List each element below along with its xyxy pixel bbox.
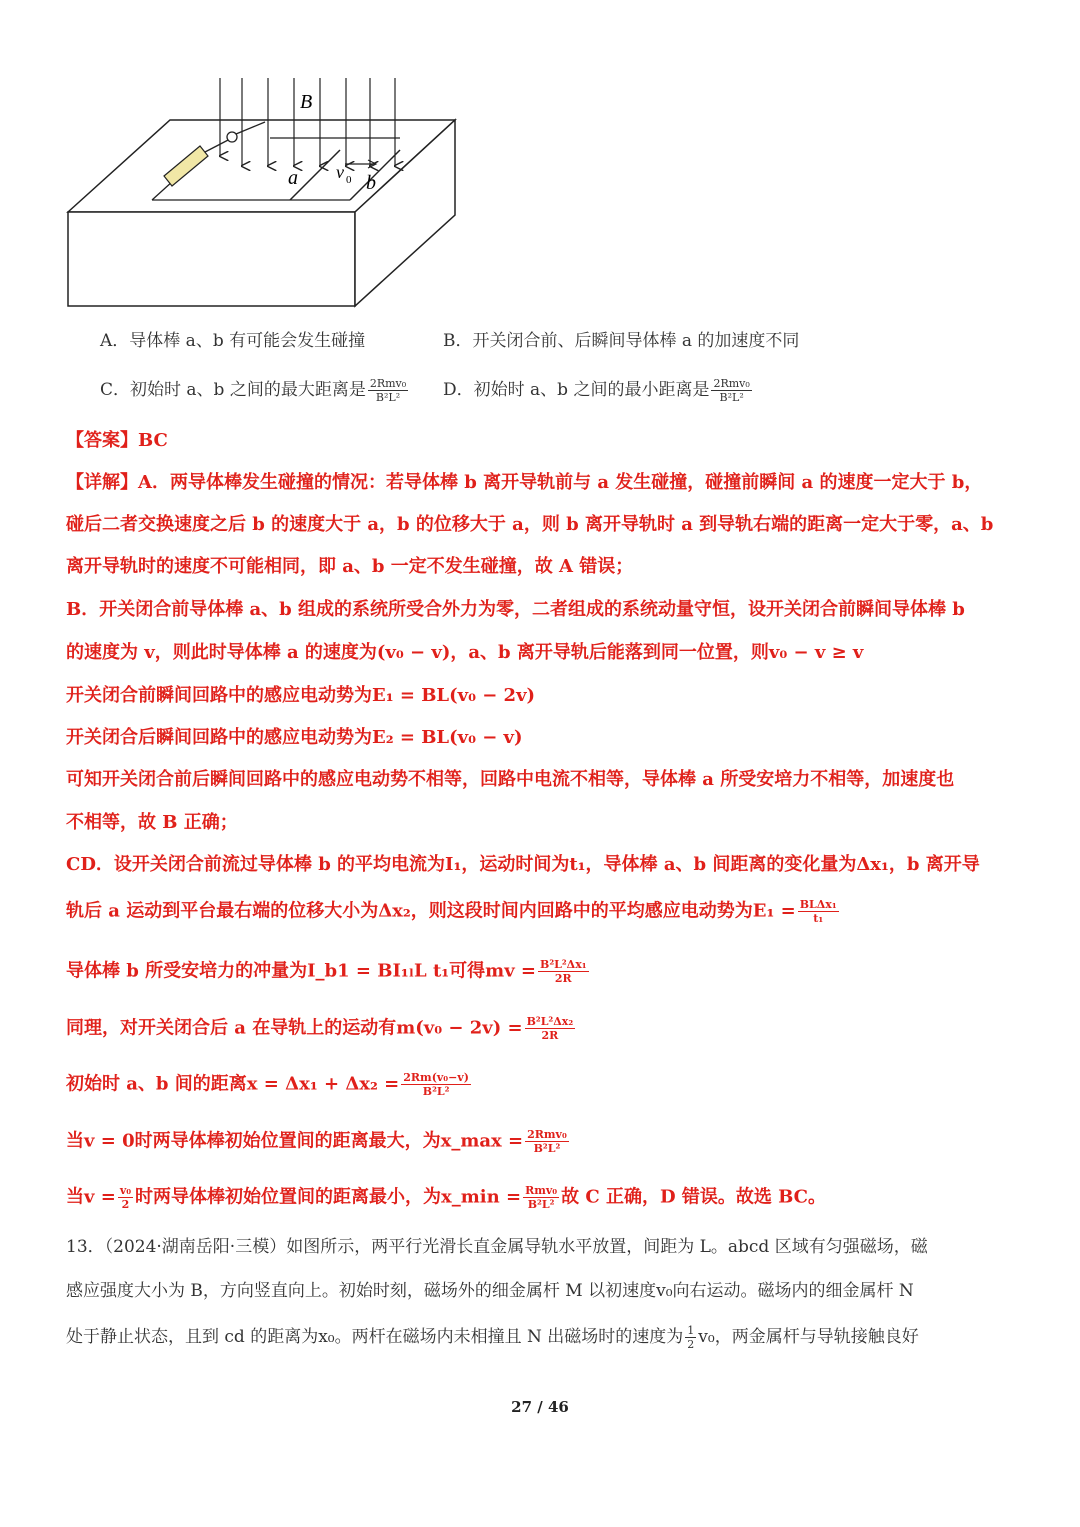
label-B: B [300, 91, 313, 113]
detail-line: 初始时 a、b 间的距离x = Δx₁ + Δx₂ = $\frac{\text{2Rm(v₀−v)}}{\text{B²L²}}$ [66, 1071, 469, 1098]
option-a: A．导体棒 a、b 有可能会发生碰撞 [100, 331, 366, 351]
label-a: a [288, 167, 298, 189]
q13-line: 13．（2024·湖南岳阳·三模）如图所示，两平行光滑长直金属导轨水平放置，间距为 L。abcd 区域有匀强磁场，磁 [66, 1237, 928, 1257]
detail-line: B．开关闭合前导体棒 a、b 组成的系统所受合外力为零，二者组成的系统动量守恒，设开关闭合前瞬间导体棒 b [66, 599, 965, 620]
label-v-sub: 0 [346, 174, 352, 186]
detail-line: 碰后二者交换速度之后 b 的速度大于 a，b 的位移大于 a，则 b 离开导轨时 a 到导轨右端的距离一定大于零，a、b [66, 514, 994, 535]
option-d [443, 377, 754, 404]
detail-line: 同理，对开关闭合后 a 在导轨上的运动有m(v₀ − 2v) = $\frac{\text{B²L²Δx₂}}{2R}$ [66, 1015, 574, 1042]
detail-line: 不相等，故 B 正确； [66, 812, 238, 833]
circuit-figure [60, 70, 480, 320]
detail-line: 开关闭合后瞬间回路中的感应电动势为E₂ = BL(v₀ − v) [66, 727, 523, 748]
detail-line: 轨后 a 运动到平台最右端的位移大小为Δx₂，则这段时间内回路中的平均感应电动势为E₁ = $\frac{\text{BLΔx₁}}{\text{t₁}}$ [66, 898, 837, 925]
detail-line: 导体棒 b 所受安培力的冲量为I_b1 = BI₁ₗL t₁可得mv = $\frac{\text{B²L²Δx₁}}{2R}$ [66, 958, 587, 985]
option-b: B．开关闭合前、后瞬间导体棒 a 的加速度不同 [443, 331, 800, 351]
option-d-fraction: $\frac{\text{2Rmv₀}}{\text{B²L²}}$ [713, 377, 750, 404]
detail-line: CD．设开关闭合前流过导体棒 b 的平均电流为I₁，运动时间为t₁，导体棒 a、b 间距离的变化量为Δx₁，b 离开导 [66, 854, 980, 875]
detail-line: 开关闭合前瞬间回路中的感应电动势为E₁ = BL(v₀ − 2v) [66, 685, 536, 706]
q13-line: 处于静止状态，且到 cd 的距离为x₀。两杆在磁场内未相撞且 N 出磁场时的速度为 $\frac{1}{2}$ v₀，两金属杆与导轨接触良好 [66, 1324, 919, 1351]
answer: 【答案】BC [66, 430, 168, 451]
option-d-text: D．初始时 a、b 之间的最小距离是 [443, 380, 710, 400]
detail-line: 【详解】A．两导体棒发生碰撞的情况：若导体棒 b 离开导轨前与 a 发生碰撞，碰撞前瞬间 a 的速度一定大于 b， [66, 472, 983, 493]
platform-front [68, 212, 355, 306]
q13-line: 感应强度大小为 B，方向竖直向上。初始时刻，磁场外的细金属杆 M 以初速度v₀向右运动。磁场内的细金属杆 N [66, 1281, 914, 1301]
option-c-fraction: $\frac{\text{2Rmv₀}}{\text{B²L²}}$ [369, 377, 407, 404]
label-v: v [336, 162, 344, 182]
switch-pivot [227, 132, 237, 142]
detail-line: 当v = $\frac{\text{v₀}}{2}$ 时两导体棒初始位置间的距离最小，为x_min = $\frac{\text{Rmv₀}}{\text{B²L²}}$ 故 C 正确，D 错误。故选 BC。 [66, 1184, 826, 1211]
option-c-text: C．初始时 a、b 之间的最大距离是 [100, 380, 366, 400]
detail-line: 离开导轨时的速度不可能相同，即 a、b 一定不发生碰撞，故 A 错误； [66, 556, 634, 577]
detail-line: 的速度为 v，则此时导体棒 a 的速度为(v₀ − v)，a、b 离开导轨后能落到同一位置，则v₀ − v ≥ v [66, 642, 864, 663]
label-b: b [366, 172, 376, 194]
page-number: 27 / 46 [511, 1398, 569, 1416]
detail-line: 当v = 0时两导体棒初始位置间的距离最大，为x_max = $\frac{\text{2Rmv₀}}{\text{B²L²}}$ [66, 1128, 567, 1155]
detail-line: 可知开关闭合前后瞬间回路中的感应电动势不相等，回路中电流不相等，导体棒 a 所受安培力不相等，加速度也 [66, 769, 955, 790]
option-c [100, 377, 410, 404]
